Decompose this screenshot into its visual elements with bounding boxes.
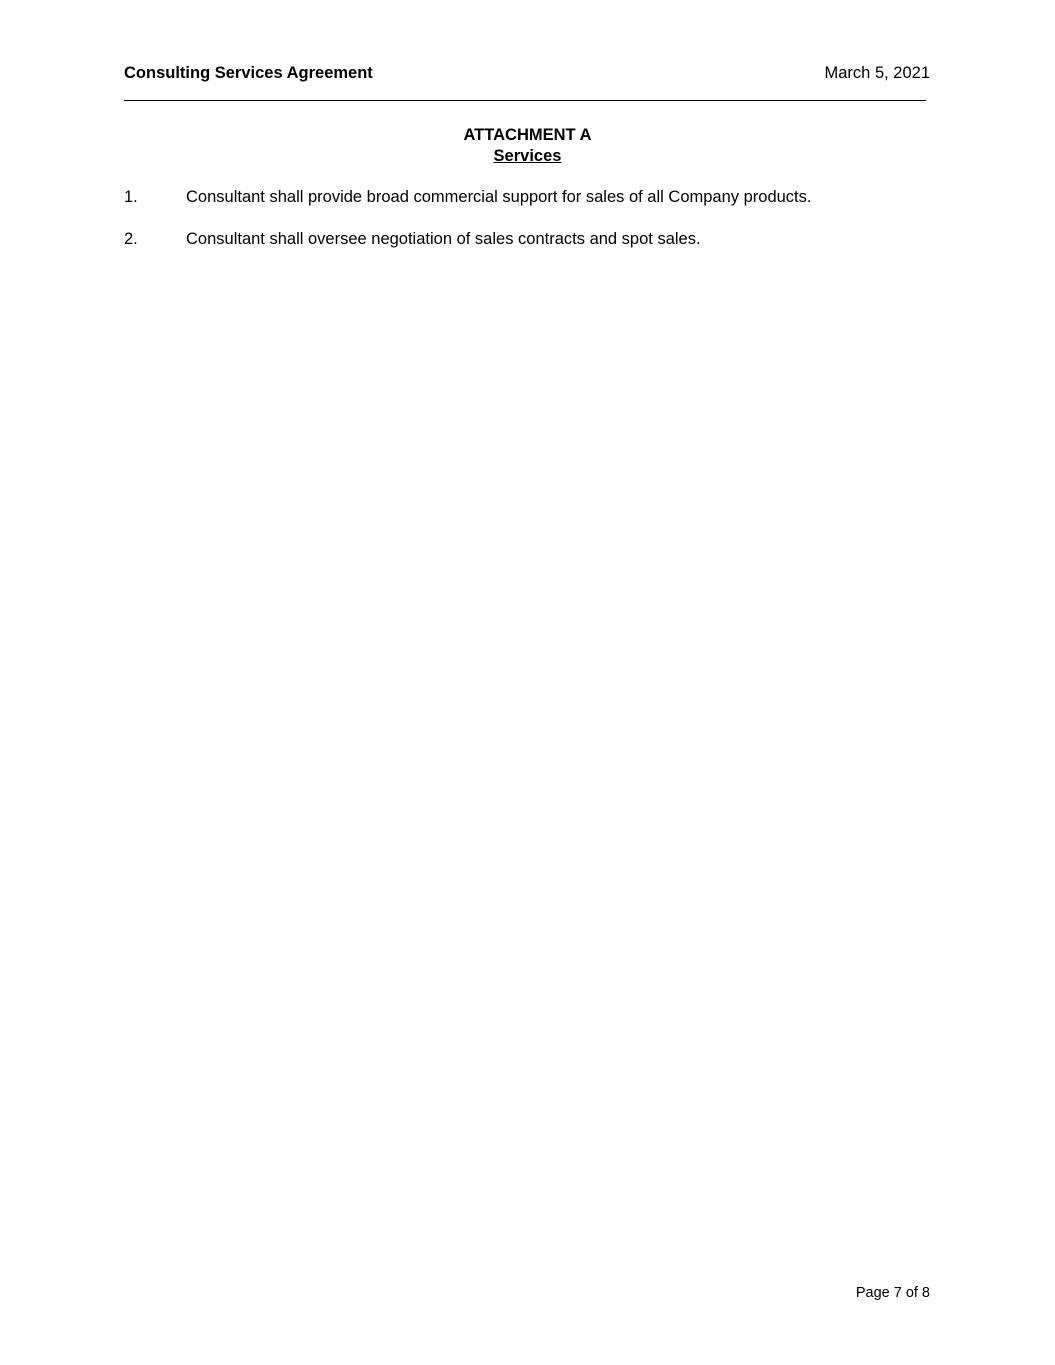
attachment-subheading-text: Services: [493, 147, 562, 165]
clause-text: Consultant shall oversee negotiation of sales contracts and spot sales.: [186, 230, 701, 248]
clause-number: 1.: [124, 188, 138, 206]
attachment-subheading: [0, 146, 1055, 166]
attachment-heading: ATTACHMENT A: [463, 126, 592, 144]
clause-text: Consultant shall provide broad commercial support for sales of all Company products.: [186, 188, 812, 206]
header-title: Consulting Services Agreement: [124, 64, 373, 82]
header-divider: [124, 100, 926, 101]
clause-number: 2.: [124, 230, 138, 248]
page-number: Page 7 of 8: [855, 1285, 930, 1301]
header-date: March 5, 2021: [824, 64, 930, 82]
